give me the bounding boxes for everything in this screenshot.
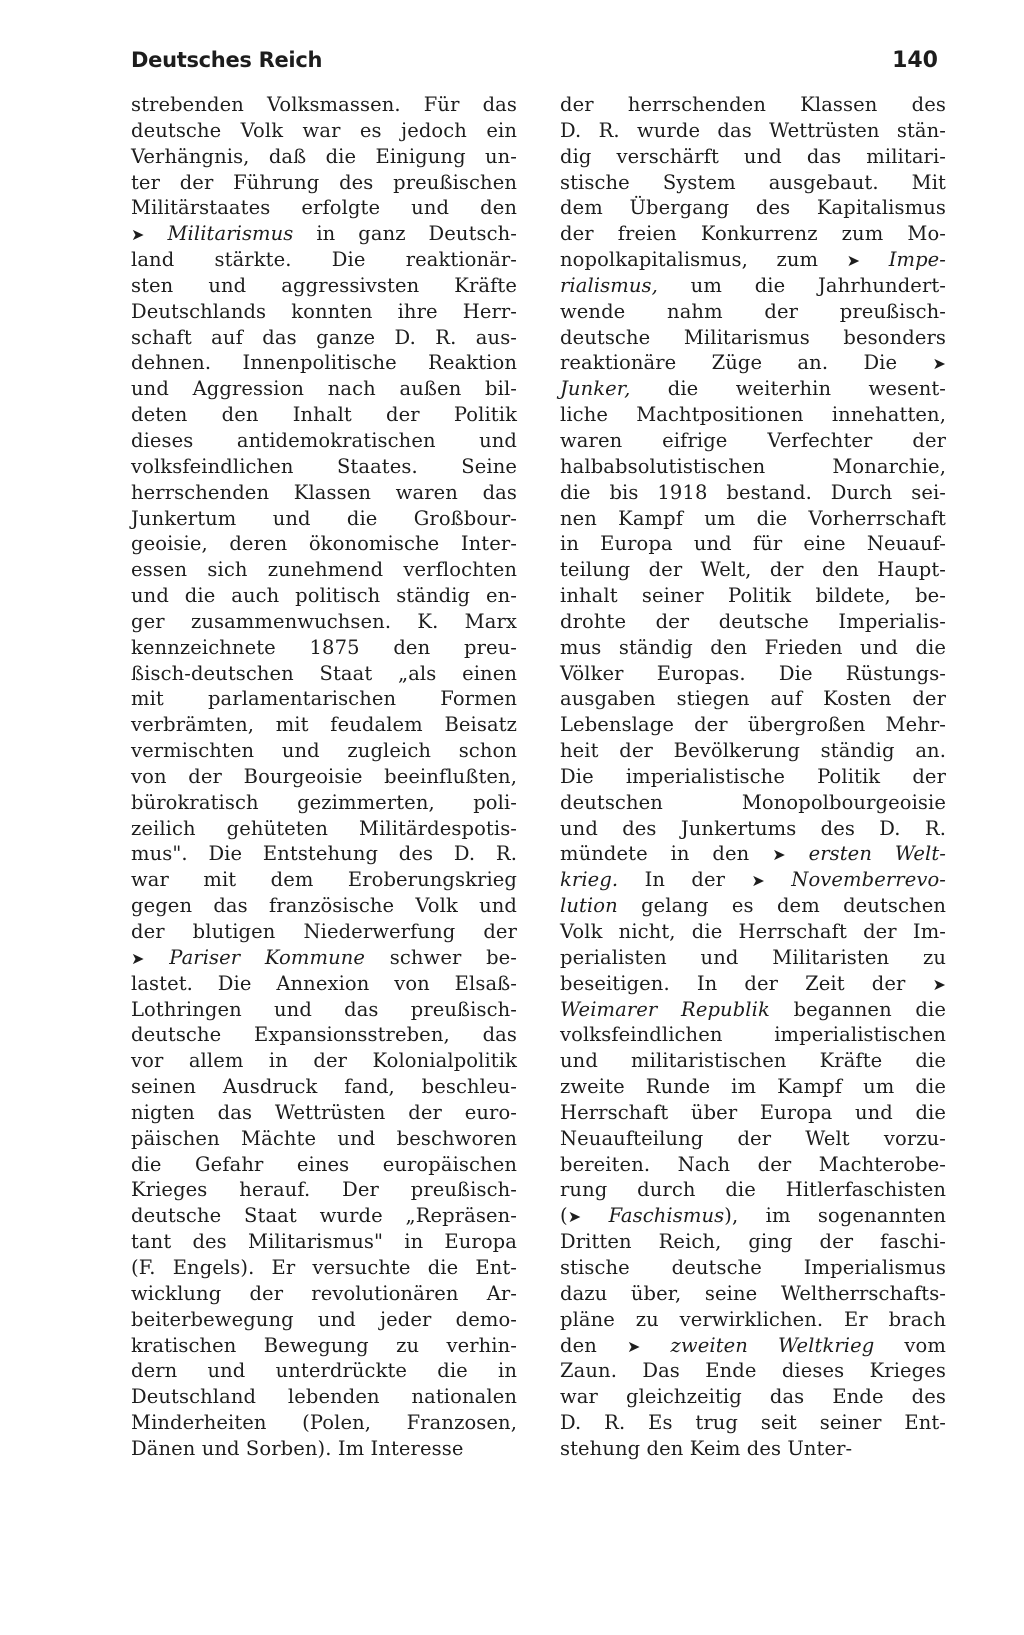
text-line: Minderheiten (Polen, Franzosen,: [131, 1411, 517, 1435]
text-line: schaft auf das ganze D. R. aus-: [131, 325, 517, 349]
text-line: stische System ausgebaut. Mit: [560, 170, 946, 194]
text-line: D. R. Es trug seit seiner Ent-: [560, 1411, 946, 1435]
text-line: Zaun. Das Ende dieses Krieges: [560, 1359, 946, 1383]
text-line: dig verschärft und das militari-: [560, 144, 946, 168]
text-line: rung durch die Hitlerfaschisten: [560, 1178, 946, 1202]
text-line: land stärkte. Die reaktionär-: [131, 248, 517, 272]
cross-reference-term: Novemberrevo-: [791, 868, 946, 892]
text-line: die Gefahr eines europäischen: [131, 1152, 517, 1176]
text-line: deutsche Militarismus besonders: [560, 325, 946, 349]
text-line: mus ständig den Frieden und die: [560, 635, 946, 659]
cross-reference-term: zweiten Weltkrieg: [670, 1333, 875, 1357]
cross-reference-term: Pariser Kommune: [169, 945, 366, 969]
cross-reference-term: Junker,: [560, 377, 631, 401]
text-line: Neuaufteilung der Welt vorzu-: [560, 1126, 946, 1150]
text-line: bereiten. Nach der Machterobe-: [560, 1152, 946, 1176]
text-line: war mit dem Eroberungskrieg: [131, 868, 517, 892]
cross-reference-arrow-icon: ➤: [567, 1207, 582, 1227]
cross-reference-arrow-icon: ➤: [751, 871, 765, 891]
text-line: liche Machtpositionen innehatten,: [560, 403, 946, 427]
text-line: und militaristischen Kräfte die: [560, 1049, 946, 1073]
text-line: geoisie, deren ökonomische Inter-: [131, 532, 517, 556]
text-line: deutsche Staat wurde „Repräsen-: [131, 1204, 517, 1228]
cross-reference-arrow-icon: ➤: [131, 948, 145, 968]
text-line: zweite Runde im Kampf um die: [560, 1075, 946, 1099]
text-line: Deutschlands konnten ihre Herr-: [131, 299, 517, 323]
text-line: pläne zu verwirklichen. Er brach: [560, 1307, 946, 1331]
text-line: Völker Europas. Die Rüstungs-: [560, 661, 946, 685]
cross-reference-term: Impe-: [888, 248, 946, 272]
text-line: vermischten und zugleich schon: [131, 739, 517, 763]
text-line: ➤ Pariser Kommune schwer be-: [131, 945, 517, 969]
text-line: zeilich gehüteten Militärdespotis-: [131, 816, 517, 840]
text-line: bürokratisch gezimmerten, poli-: [131, 790, 517, 814]
text-line: strebenden Volksmassen. Für das: [131, 93, 517, 116]
text-line: deutsche Volk war es jedoch ein: [131, 118, 517, 142]
text-line: Herrschaft über Europa und die: [560, 1100, 946, 1124]
text-line: dehnen. Innenpolitische Reaktion: [131, 351, 517, 375]
text-line: essen sich zunehmend verflochten: [131, 558, 517, 582]
text-line: Junkertum und die Großbour-: [131, 506, 517, 530]
text-line: lution gelang es dem deutschen: [560, 894, 946, 918]
text-line: ausgaben stiegen auf Kosten der: [560, 687, 946, 711]
text-line: und Aggression nach außen bil-: [131, 377, 517, 401]
text-line: dazu über, seine Weltherrschafts-: [560, 1281, 946, 1305]
text-column-right: [560, 92, 946, 1462]
text-line: verbrämten, mit feudalem Beisatz: [131, 713, 517, 737]
running-head-title: Deutsches Reich: [131, 48, 323, 72]
text-line: nen Kampf um die Vorherrschaft: [560, 506, 946, 530]
text-line: volksfeindlichen imperialistischen: [560, 1023, 946, 1047]
text-line: mündete in den ➤ ersten Welt-: [560, 842, 947, 866]
text-line: vor allem in der Kolonialpolitik: [131, 1049, 517, 1073]
text-column-left: [131, 92, 517, 1462]
text-line: in Europa und für eine Neuauf-: [560, 532, 946, 556]
text-line: rialismus, um die Jahrhundert-: [560, 273, 946, 297]
cross-reference-arrow-icon: ➤: [626, 1336, 641, 1356]
page-header: [131, 40, 938, 80]
text-line: nopolkapitalismus, zum ➤ Impe-: [560, 248, 946, 272]
text-line: ter der Führung des preußischen: [131, 170, 517, 194]
page-number: 140: [892, 47, 938, 73]
text-line: stehung den Keim des Unter-: [560, 1436, 853, 1460]
cross-reference-term: rialismus,: [560, 273, 658, 297]
text-line: tant des Militarismus" in Europa: [131, 1230, 517, 1254]
cross-reference-term: Faschismus: [608, 1204, 725, 1228]
text-line: päischen Mächte und beschworen: [131, 1126, 517, 1150]
text-line: Junker, die weiterhin wesent-: [560, 377, 946, 401]
text-line: deutschen Monopolbourgeoisie: [560, 790, 946, 814]
text-line: (➤ Faschismus), im sogenannten: [560, 1204, 946, 1228]
text-line: heit der Bevölkerung ständig an.: [560, 739, 946, 763]
text-line: Lebenslage der übergroßen Mehr-: [560, 713, 946, 737]
cross-reference-term: ersten Welt-: [808, 842, 947, 866]
cross-reference-arrow-icon: ➤: [772, 845, 786, 865]
text-line: der blutigen Niederwerfung der: [131, 920, 517, 943]
text-line: Verhängnis, daß die Einigung un-: [131, 144, 517, 168]
text-line: herrschenden Klassen waren das: [131, 480, 517, 504]
text-line: perialisten und Militaristen zu: [560, 945, 946, 969]
text-line: dieses antidemokratischen und: [131, 428, 517, 452]
text-line: halbabsolutistischen Monarchie,: [560, 454, 946, 478]
text-line: inhalt seiner Politik bildete, be-: [560, 584, 946, 608]
text-line: stische deutsche Imperialismus: [560, 1255, 946, 1279]
text-line: die bis 1918 bestand. Durch sei-: [560, 480, 946, 504]
cross-reference-arrow-icon: ➤: [131, 225, 145, 245]
cross-reference-term: Weimarer Republik: [560, 997, 770, 1021]
cross-reference-arrow-icon: ➤: [932, 354, 946, 374]
text-line: lastet. Die Annexion von Elsaß-: [131, 971, 517, 995]
text-line: der herrschenden Klassen des: [560, 93, 946, 116]
text-line: seinen Ausdruck fand, beschleu-: [131, 1075, 517, 1099]
text-line: deten den Inhalt der Politik: [131, 403, 517, 427]
text-line: nigten das Wettrüsten der euro-: [131, 1100, 517, 1124]
text-line: Dänen und Sorben). Im Interesse: [131, 1436, 464, 1460]
text-line: Militärstaates erfolgte und den: [131, 196, 517, 220]
text-line: von der Bourgeoisie beeinflußten,: [131, 764, 517, 788]
text-line: reaktionäre Züge an. Die ➤: [560, 351, 946, 375]
text-line: teilung der Welt, der den Haupt-: [560, 558, 946, 582]
cross-reference-term: Militarismus: [167, 222, 294, 246]
text-line: beiterbewegung und jeder demo-: [131, 1307, 517, 1331]
text-line: Krieges herauf. Der preußisch-: [131, 1178, 517, 1202]
cross-reference-term: krieg.: [560, 868, 619, 892]
text-body: [131, 92, 946, 1462]
text-line: wende nahm der preußisch-: [560, 299, 946, 323]
text-line: gegen das französische Volk und: [131, 894, 517, 918]
text-line: Deutschland lebenden nationalen: [131, 1385, 517, 1409]
cross-reference-term: lution: [560, 894, 618, 918]
text-line: sten und aggressivsten Kräfte: [131, 273, 517, 297]
text-line: (F. Engels). Er versuchte die Ent-: [131, 1255, 517, 1279]
text-line: und des Junkertums des D. R.: [560, 816, 946, 840]
text-line: drohte der deutsche Imperialis-: [560, 609, 946, 633]
text-line: waren eifrige Verfechter der: [560, 428, 946, 452]
text-line: dern und unterdrückte die in: [131, 1359, 517, 1383]
text-line: ger zusammenwuchsen. K. Marx: [131, 609, 517, 633]
text-line: war gleichzeitig das Ende des: [560, 1385, 946, 1409]
text-line: mit parlamentarischen Formen: [131, 687, 517, 711]
text-line: deutsche Expansionsstreben, das: [131, 1023, 517, 1047]
cross-reference-arrow-icon: ➤: [846, 251, 861, 271]
text-line: D. R. wurde das Wettrüsten stän-: [560, 118, 946, 142]
cross-reference-arrow-icon: ➤: [932, 974, 946, 994]
text-line: Dritten Reich, ging der faschi-: [560, 1230, 946, 1254]
text-line: den ➤ zweiten Weltkrieg vom: [560, 1333, 946, 1357]
text-line: Weimarer Republik begannen die: [560, 997, 946, 1021]
text-line: volksfeindlichen Staates. Seine: [131, 454, 517, 478]
text-line: ßisch-deutschen Staat „als einen: [131, 661, 517, 685]
text-line: wicklung der revolutionären Ar-: [131, 1281, 517, 1305]
text-line: krieg. In der ➤ Novemberrevo-: [560, 868, 946, 892]
text-line: beseitigen. In der Zeit der ➤: [560, 971, 946, 995]
text-line: und die auch politisch ständig en-: [131, 584, 517, 608]
text-line: kratischen Bewegung zu verhin-: [131, 1333, 517, 1357]
text-line: Die imperialistische Politik der: [560, 764, 946, 788]
text-line: dem Übergang des Kapitalismus: [560, 196, 946, 220]
text-line: der freien Konkurrenz zum Mo-: [560, 222, 946, 246]
text-line: mus". Die Entstehung des D. R.: [131, 842, 517, 866]
text-line: kennzeichnete 1875 den preu-: [131, 635, 517, 659]
text-line: Lothringen und das preußisch-: [131, 997, 517, 1021]
text-line: Volk nicht, die Herrschaft der Im-: [560, 920, 946, 943]
text-line: ➤ Militarismus in ganz Deutsch-: [131, 222, 517, 246]
